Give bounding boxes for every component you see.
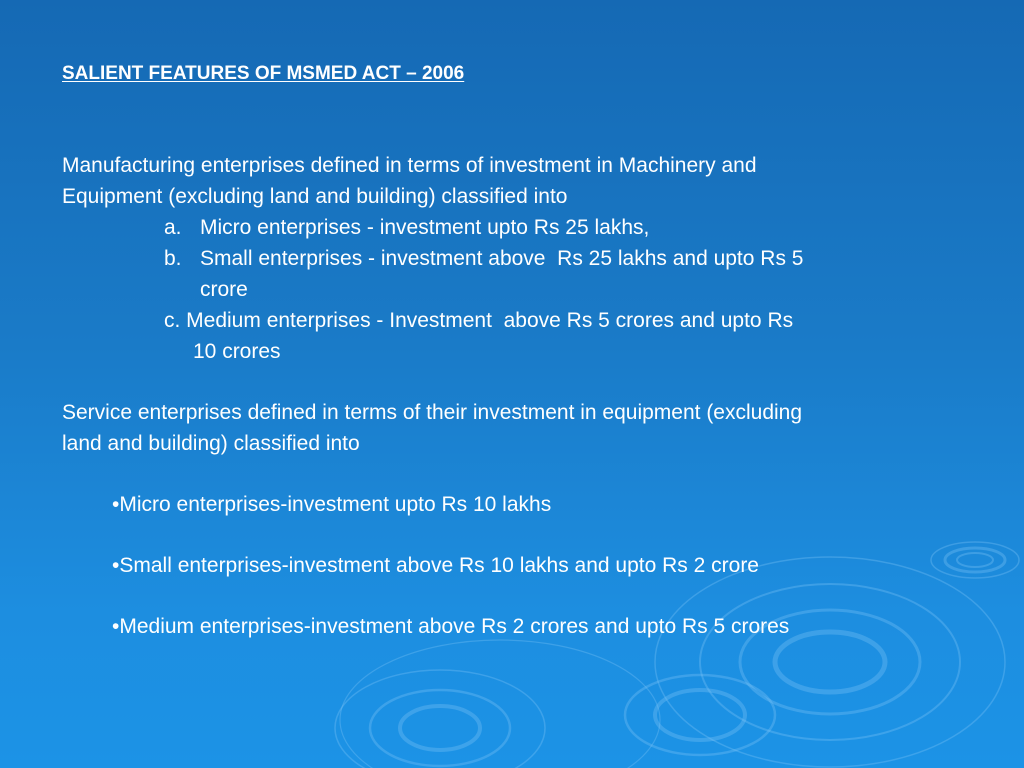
service-intro-line2: land and building) classified into xyxy=(62,432,360,455)
item-b-line2: crore xyxy=(200,278,248,301)
manufacturing-intro-line1: Manufacturing enterprises defined in terms of investment in Machinery and xyxy=(62,154,757,177)
manufacturing-intro-line2: Equipment (excluding land and building) classified into xyxy=(62,185,568,208)
item-b-line1: Small enterprises - investment above Rs 25 lakhs and upto Rs 5 xyxy=(200,247,804,270)
service-bullet-small: •Small enterprises-investment above Rs 10 lakhs and upto Rs 2 crore xyxy=(112,554,759,577)
service-intro-line1: Service enterprises defined in terms of their investment in equipment (excluding xyxy=(62,401,803,424)
service-bullet-medium: •Medium enterprises-investment above Rs 2 crores and upto Rs 5 crores xyxy=(112,615,790,638)
item-a-text: Micro enterprises - investment upto Rs 25 lakhs, xyxy=(200,216,650,239)
item-b-marker: b. xyxy=(164,247,182,270)
item-c-line1: c. Medium enterprises - Investment above Rs 5 crores and upto Rs xyxy=(164,309,794,332)
item-c-line2: 10 crores xyxy=(193,340,281,363)
item-a-marker: a. xyxy=(164,216,182,239)
slide-title: SALIENT FEATURES OF MSMED ACT – 2006 xyxy=(62,63,465,84)
service-bullet-micro: •Micro enterprises-investment upto Rs 10 lakhs xyxy=(112,493,552,516)
